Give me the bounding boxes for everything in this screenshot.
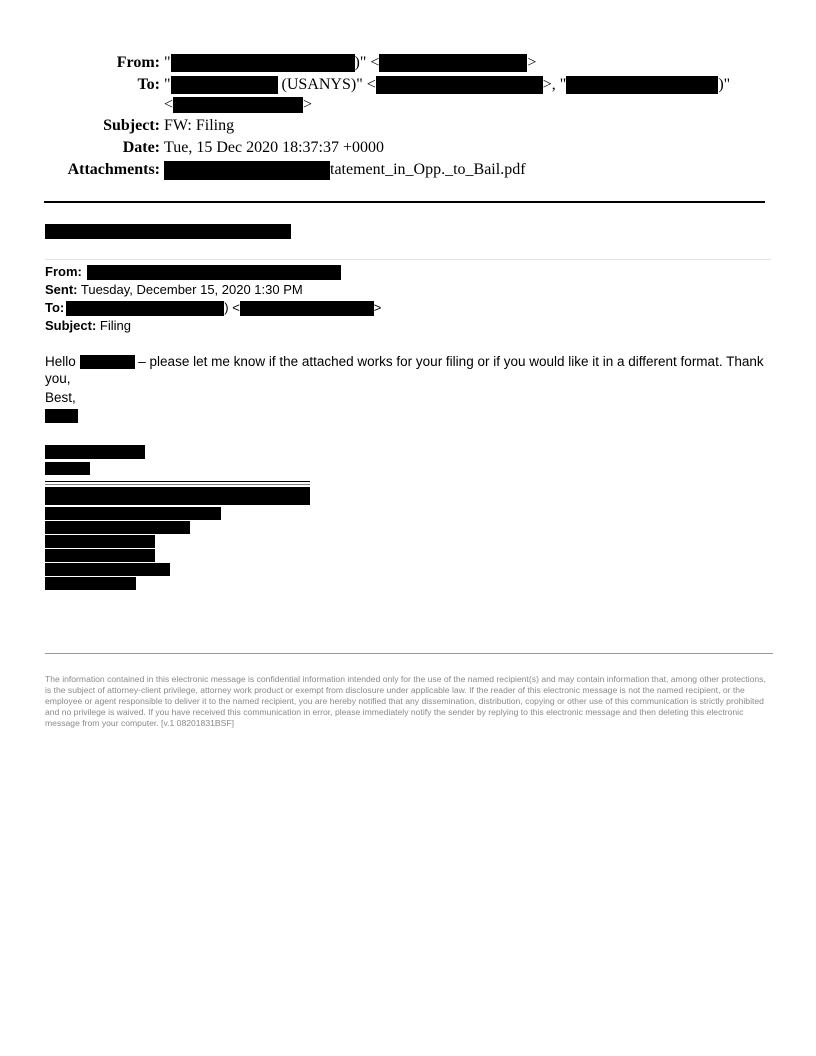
footer-divider [45, 653, 773, 654]
forwarded-subject-value: Filing [96, 318, 131, 333]
attachment-filename[interactable]: tatement_in_Opp._to_Bail.pdf [330, 161, 526, 178]
redaction-box [45, 409, 78, 423]
to-value-line2 [164, 95, 312, 115]
signature-divider [45, 481, 310, 482]
message-text: – please let me know if the attached works for your filing or if you would like it in a different format. Thank you, [45, 354, 764, 386]
from-value [164, 53, 536, 73]
redaction-box [45, 549, 155, 562]
redaction-box [45, 535, 155, 548]
angle-close: > [527, 54, 537, 71]
redaction-box [66, 301, 224, 316]
confidentiality-disclaimer: The information contained in this electronic message is confidential information intended only for the use of the named recipient(s) and may contain information that, among other protections, is the subject of attorney-client privilege, attorney work product or exempt from disclosure under applicable law. If the reader of this electronic message is not the named recipient, or the employee or agent responsible to deliver it to the named recipient, you are hereby notified that any dissemination, distribution, copying or other use of this communication is strictly prohibited and no privilege is waived. If you have received this communication in error, please immediately notify the sender by replying to this electronic message and then deleting this electronic message from your computer. [v.1 08201831BSF] [45, 674, 766, 728]
forwarded-to-separator: ) < [224, 300, 240, 315]
redaction-box [376, 76, 543, 94]
redaction-box [45, 521, 190, 534]
redaction-box [45, 487, 310, 505]
redaction-box [45, 462, 90, 475]
subject-label: Subject: [103, 117, 160, 134]
redaction-box [45, 445, 145, 459]
redaction-box [45, 507, 221, 520]
signature-divider-shadow [45, 484, 310, 485]
forwarded-sent-row [45, 281, 303, 299]
redaction-box [171, 54, 355, 72]
greeting: Hello [45, 354, 76, 369]
redaction-box [173, 97, 303, 113]
redaction-box [240, 301, 374, 316]
from-separator: )" < [354, 54, 380, 71]
forwarded-sent-label: Sent: [45, 282, 78, 297]
redaction-box [379, 54, 527, 72]
redaction-box [164, 161, 330, 180]
forwarded-to-row [45, 299, 381, 317]
to-separator: >, " [542, 76, 567, 93]
redaction-box [45, 224, 291, 239]
angle-close: > [303, 96, 313, 113]
message-body [45, 353, 775, 387]
closing: Best, [45, 390, 76, 405]
redaction-box [171, 76, 278, 94]
redaction-box [45, 577, 136, 590]
angle-open: < [164, 96, 174, 113]
subject-value: FW: Filing [164, 117, 235, 134]
to-value [164, 75, 730, 95]
forwarded-subject-row [45, 317, 131, 335]
to-agency: (USANYS)" < [277, 76, 376, 93]
from-label: From: [116, 54, 160, 71]
forwarded-subject-label: Subject: [45, 318, 97, 333]
forward-divider [45, 259, 771, 260]
date-value: Tue, 15 Dec 2020 18:37:37 +0000 [164, 139, 384, 156]
forwarded-to-label: To: [45, 300, 65, 315]
quote: " [164, 54, 171, 71]
forwarded-from-label: From: [45, 264, 82, 279]
attachments-label: Attachments: [67, 161, 160, 178]
quote: " [164, 76, 171, 93]
redaction-box [80, 355, 135, 369]
to-label: To: [137, 76, 160, 93]
header-divider [44, 201, 765, 203]
forwarded-sent-value: Tuesday, December 15, 2020 1:30 PM [77, 282, 303, 297]
redaction-box [566, 76, 718, 94]
date-label: Date: [122, 139, 160, 156]
to-close: )" [718, 76, 731, 93]
forwarded-from-row [45, 263, 341, 281]
attachments-value[interactable] [164, 160, 526, 180]
redaction-box [45, 563, 170, 576]
angle-close: > [373, 300, 382, 315]
redaction-box [87, 265, 341, 280]
